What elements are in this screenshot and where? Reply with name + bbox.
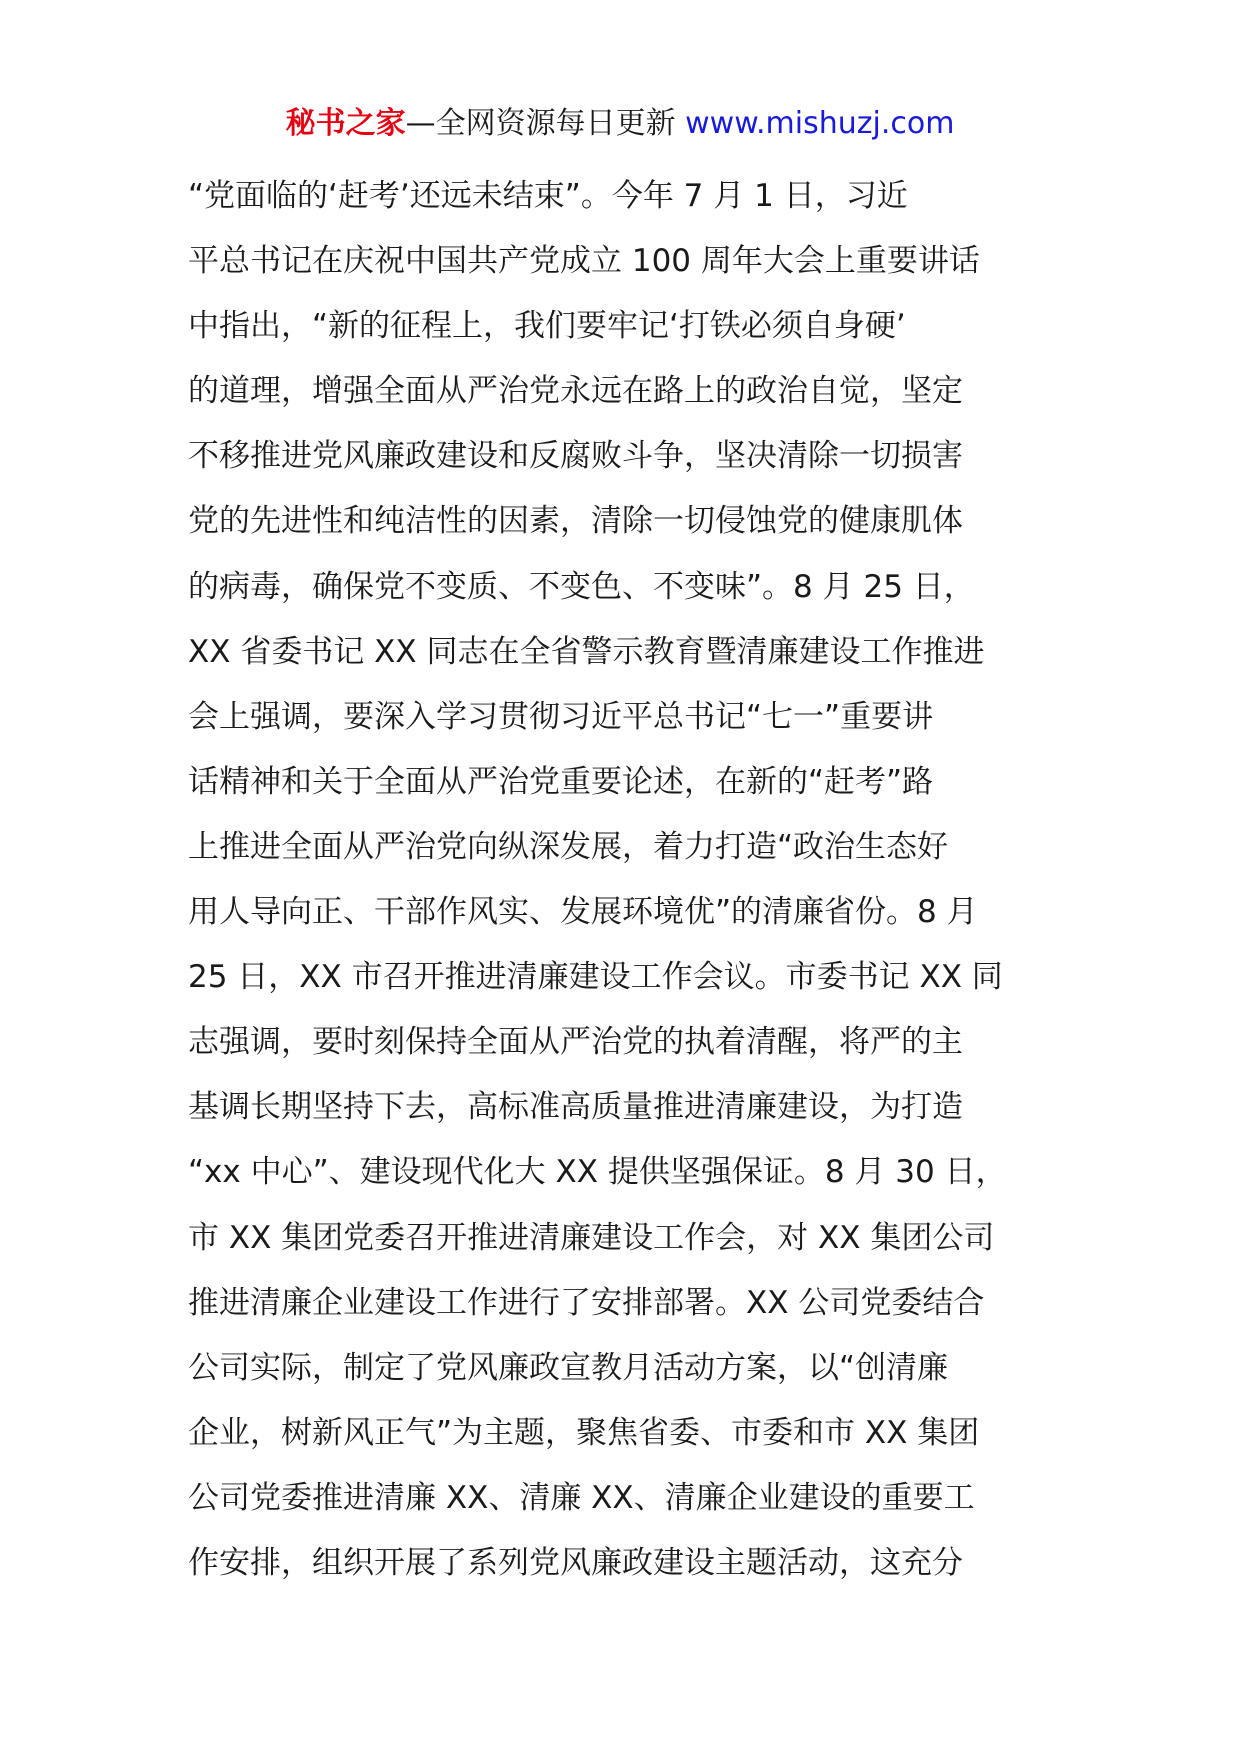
text-line: 平总书记在庆祝中国共产党成立 100 周年大会上重要讲话 [188, 243, 980, 280]
text-line: “党面临的‘赶考’还远未结束”。今年 7 月 1 日，习近 [188, 178, 908, 214]
header-tagline: —全网资源每日更新 [405, 106, 676, 141]
document-body [188, 164, 1088, 1596]
text-line: 公司实际，制定了党风廉政宣教月活动方案，以“创清廉 [188, 1349, 949, 1386]
website-link[interactable]: www.mishuzj.com [685, 106, 955, 141]
text-line: 25 日，XX 市召开推进清廉建设工作会议。市委书记 XX 同 [188, 959, 1003, 996]
text-line: 推进清廉企业建设工作进行了安排部署。XX 公司党委结合 [188, 1284, 985, 1321]
text-line: XX 省委书记 XX 同志在全省警示教育暨清廉建设工作推进 [188, 633, 985, 670]
brand-name: 秘书之家 [285, 106, 406, 141]
text-line: 市 XX 集团党委召开推进清廉建设工作会，对 XX 集团公司 [188, 1219, 995, 1256]
text-line: 作安排，组织开展了系列党风廉政建设主题活动，这充分 [188, 1544, 963, 1581]
text-line: 公司党委推进清廉 XX、清廉 XX、清廉企业建设的重要工 [188, 1479, 975, 1516]
text-line: 志强调，要时刻保持全面从严治党的执着清醒，将严的主 [188, 1024, 963, 1061]
text-line: 上推进全面从严治党向纵深发展，着力打造“政治生态好 [188, 828, 949, 865]
text-line: 用人导向正、干部作风实、发展环境优”的清廉省份。8 月 [188, 894, 978, 931]
text-line: 基调长期坚持下去，高标准高质量推进清廉建设，为打造 [188, 1089, 963, 1126]
text-line: “xx 中心”、建设现代化大 XX 提供坚强保证。8 月 30 日， [188, 1154, 1007, 1191]
text-line: 会上强调，要深入学习贯彻习近平总书记“七一”重要讲 [188, 698, 934, 735]
page-header [0, 100, 1240, 148]
text-line: 企业，树新风正气”为主题，聚焦省委、市委和市 XX 集团 [188, 1414, 980, 1451]
text-line: 党的先进性和纯洁性的因素，清除一切侵蚀党的健康肌体 [188, 503, 963, 540]
text-line: 的病毒，确保党不变质、不变色、不变味”。8 月 25 日， [188, 568, 975, 605]
text-line: 话精神和关于全面从严治党重要论述，在新的“赶考”路 [188, 763, 934, 800]
text-line: 中指出，“新的征程上，我们要牢记‘打铁必须自身硬’ [188, 308, 906, 345]
text-line: 不移推进党风廉政建设和反腐败斗争，坚决清除一切损害 [188, 438, 963, 475]
text-line: 的道理，增强全面从严治党永远在路上的政治自觉，坚定 [188, 373, 963, 410]
